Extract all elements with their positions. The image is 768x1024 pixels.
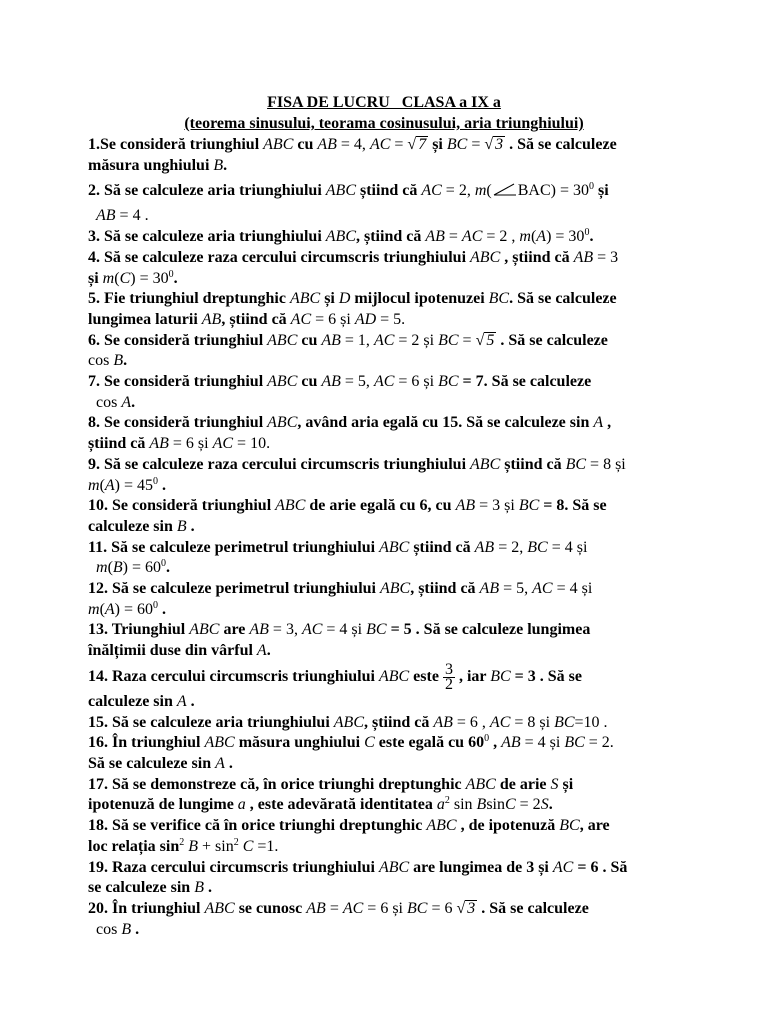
exercise-3: 3. Să se calculeze aria triunghiului ABC, știind că AB = AC = 2 , $m(A) = 30^0$.	[88, 227, 594, 246]
exercise-5: 5. Fie triunghiul dreptunghic ABC și D mijlocul ipotenuzei BC. Să se calculeze lungimea laturii AB, știind că AC = 6 și AD = 5.	[88, 290, 617, 328]
fraction-3-over-2: $\frac{3}{2}$	[444, 660, 453, 693]
exercise-10: 10. Se consideră triunghiul ABC de arie egală cu 6, cu AB = 3 și BC = 8. Să se calculeze sin B .	[88, 497, 607, 535]
exercise-2: 2. Să se calculeze aria triunghiului ABC știind că AC = 2, m( $BAC) = 30^0$ și AB = 4 .	[88, 181, 609, 225]
exercise-4: 4. Să se calculeze raza cercului circumscris triunghiului ABC , știind că AB = 3 și $m(C) = 30^0$.	[88, 248, 619, 287]
exercise-18: 18. Să se verifice că în orice triunghi dreptunghic ABC , de ipotenuză BC, are loc relația $\sin^2 B + \sin^2 C =1$.	[88, 817, 610, 855]
exercise-14: 14. Raza cercului circumscris triunghiului ABC este $\frac{3}{2}$ , iar BC = 3 . Să se calculeze sin A .	[88, 660, 582, 710]
exercise-8: 8. Se consideră triunghiul ABC, având aria egală cu 15. Să se calculeze sin A , știind că AB = 6 și AC = 10.	[88, 414, 612, 453]
angle-icon	[492, 182, 518, 196]
exercise-13: 13. Triunghiul ABC are AB = 3, AC = 4 și BC = 5 . Să se calculeze lungimea înălțimii duse din vârful A.	[88, 621, 591, 660]
worksheet-title: FISA DE LUCRU CLASA a IX a	[267, 94, 501, 111]
exercise-9: 9. Să se calculeze raza cercului circumscris triunghiului ABC știind că BC = 8 și $m(A) = 45^0$ .	[88, 455, 626, 494]
worksheet-subtitle: (teorema sinusului, teorama cosinusului, aria triunghiului)	[184, 115, 584, 132]
exercise-7: 7. Se consideră triunghiul ABC cu AB = 5, AC = 6 și BC = 7. Să se calculeze cos A.	[88, 373, 592, 411]
exercise-17: 17. Să se demonstreze că, în orice triunghi dreptunghic ABC de arie S și ipotenuză de lungime a , este adevărată identitatea $a^2$ sin BsinC = 2S.	[88, 775, 574, 814]
exercise-1: 1.Se consideră triunghiul ABC cu AB = 4, AC = √ 7 și BC = √ 3 . Să se calculeze măsura unghiului B.	[88, 136, 617, 174]
exercise-19: 19. Raza cercului circumscris triunghiului ABC are lungimea de 3 și AC = 6 . Să se calculeze sin B .	[88, 858, 628, 897]
exercise-12: 12. Să se calculeze perimetrul triunghiului ABC, știind că AB = 5, AC = 4 și $m(A) = 60^0$ .	[88, 580, 593, 618]
exercise-6: 6. Se consideră triunghiul ABC cu AB = 1, AC = 2 și BC = √ 5 . Să se calculeze cos B.	[88, 331, 608, 370]
exercise-20: 20. În triunghiul ABC se cunosc AB = AC = 6 și BC = 6 √ 3 . Să se calculeze cos B .	[88, 899, 589, 938]
exercise-11: 11. Să se calculeze perimetrul triunghiului ABC știind că AB = 2, BC = 4 și $m(B) = 60^0$.	[88, 538, 588, 577]
exercise-16: 16. În triunghiul ABC măsura unghiului C este egală cu $60^0$ , AB = 4 și BC = 2. Să se calculeze sin A .	[88, 733, 614, 772]
exercise-15: 15. Să se calculeze aria triunghiului ABC, știind că AB = 6 , AC = 8 și BC=10 .	[88, 713, 608, 731]
exercise-list	[88, 135, 688, 940]
